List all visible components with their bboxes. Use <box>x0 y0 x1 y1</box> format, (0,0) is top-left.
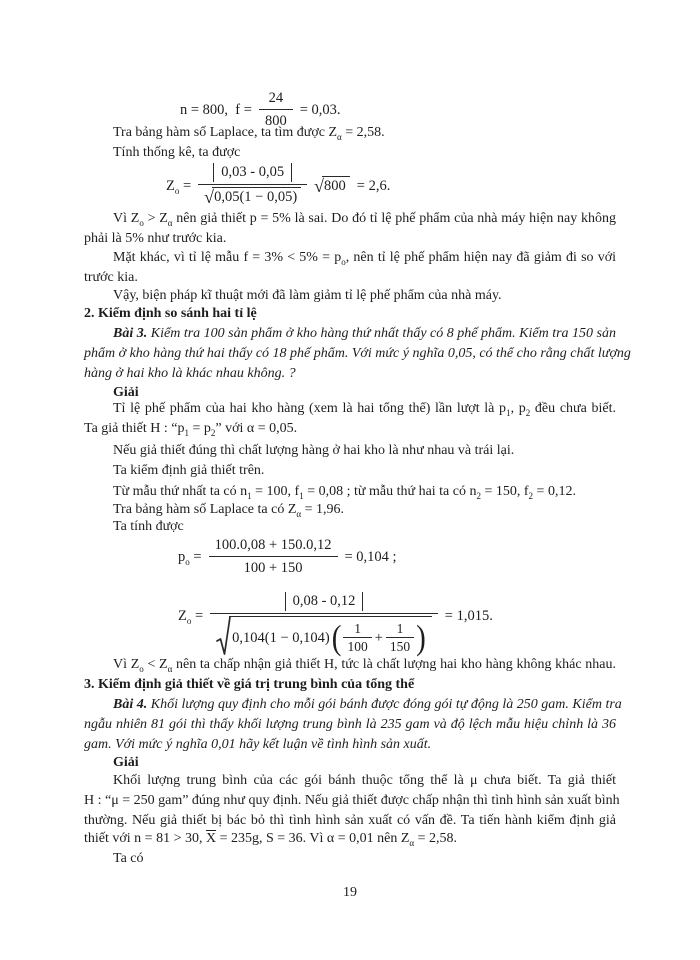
text-line: thiết với n = 81 > 30, $\overline{X} = 235g$, S = 36. Vì α = 0,01 nên $Z_\alpha = 2,58$. <box>84 831 458 848</box>
square-root: √ 0,05(1 − 0,05) <box>204 187 301 206</box>
solution-label: Giải <box>113 755 139 770</box>
formula-z-statistic-2 <box>178 592 493 661</box>
section-heading-2: 2. Kiểm định so sánh hai tỉ lệ <box>84 306 257 321</box>
formula-lead: n = 800, f = <box>180 101 252 118</box>
formula-result: = 1,015. <box>444 607 493 624</box>
text-line: Nếu giả thiết đúng thì chất lượng hàng ở hai kho là như nhau và trái lại. <box>113 443 515 458</box>
absolute-value: 0,03 - 0,05 <box>213 163 292 182</box>
text-line: Tính thống kê, ta được <box>113 145 241 160</box>
text-line: Ta giả thiết H : “$p_1 = p_2$” với α = 0,05. <box>84 421 298 438</box>
problem-3-line: Bài 3. Kiểm tra 100 sản phẩm ở kho hàng thứ nhất thấy có 8 phế phẩm. Kiểm tra 150 sản <box>113 326 617 341</box>
formula-pooled-proportion <box>178 536 397 577</box>
problem-4-line: Bài 4. Khối lượng quy định cho mỗi gói bánh được đóng gói tự động là 250 gam. Kiểm tra <box>113 697 622 712</box>
text-line: Tỉ lệ phế phẩm của hai kho hàng (xem là hai tổng thể) lần lượt là $p_1$, $p_2$ đều chưa biết. <box>113 401 617 418</box>
square-root: 0,104(1 − 0,104) ( $\frac{1}{100}$ + $\frac{1}{150}$ ) <box>216 616 432 656</box>
variable-zo: $Z_o$ = <box>166 177 192 196</box>
text-line: trước kia. <box>84 270 138 285</box>
page-number: 19 <box>343 885 357 900</box>
square-root: √ 800 <box>314 176 350 195</box>
text-line: H : “μ = 250 gam” đúng như quy định. Nếu giả thiết được chấp nhận thì tình hình sản xuất bình <box>84 793 620 808</box>
formula-result: = 0,03. <box>299 101 341 118</box>
text-line: Mặt khác, vì tỉ lệ mẫu $f = 3\% < 5\% = p_o$, nên tỉ lệ phế phẩm hiện nay đã giảm đi so với <box>113 250 616 267</box>
formula-z-statistic-1 <box>166 163 390 208</box>
text-line: Khối lượng trung bình của các gói bánh thuộc tổng thể là μ chưa biết. Ta giả thiết <box>113 773 616 788</box>
formula-result: = 0,104 ; <box>344 548 397 565</box>
solution-label: Giải <box>113 385 139 400</box>
fraction: $\frac{100.0,08 + 150.0,12}{100 + 150}$ <box>209 536 338 577</box>
fraction <box>198 163 307 208</box>
problem-3-line: hàng ở hai kho là khác nhau không. ? <box>84 366 296 381</box>
fraction: $\frac{24}{800}$ <box>259 89 293 130</box>
text-line: phải là 5% như trước kia. <box>84 231 227 246</box>
problem-3-line: phẩm ở kho hàng thứ hai thấy có 18 phế phẩm. Với mức ý nghĩa 0,05, có thể cho rằng chất lượng <box>84 346 631 361</box>
text-line: Vì $Z_o > Z_\alpha$ nên giả thiết p = 5% là sai. Do đó tỉ lệ phế phẩm của nhà máy hiện nay không <box>113 211 616 228</box>
problem-4-line: gam. Với mức ý nghĩa 0,01 hãy kết luận về tình hình sản xuất. <box>84 737 432 752</box>
problem-4-line: ngẫu nhiên 81 gói thì thấy khối lượng trung bình là 235 gam và độ lệch mẫu hiệu chỉnh là 36 <box>84 717 616 732</box>
fraction: $\frac{1}{150}$ <box>386 621 414 654</box>
text-line: Vì $Z_o < Z_\alpha$ nên ta chấp nhận giả thiết H, tức là chất lượng hai kho hàng không khác nhau. <box>113 657 616 674</box>
text-line: Ta tính được <box>113 519 184 534</box>
fraction <box>210 592 438 661</box>
text-line: Vậy, biện pháp kĩ thuật mới đã làm giảm tỉ lệ phế phẩm của nhà máy. <box>113 288 502 303</box>
text-line: Ta có <box>113 851 144 866</box>
text-line: Từ mẫu thứ nhất ta có $n_1 = 100$, $f_1 = 0,08$ ; từ mẫu thứ hai ta có $n_2 = 150$, $f_2 = 0,12$. <box>113 484 576 501</box>
section-heading-3: 3. Kiểm định giả thiết về giá trị trung bình của tổng thể <box>84 677 415 692</box>
variable-zo: $Z_o$ = <box>178 607 204 626</box>
radical-sign: √ <box>314 176 325 196</box>
absolute-value: 0,08 - 0,12 <box>285 592 364 611</box>
variable-po: $p_o$ = <box>178 548 202 567</box>
formula-result: = 2,6. <box>356 177 391 194</box>
text-line: Tra bảng hàm số Laplace, ta tìm được $Z_\alpha = 2,58$. <box>113 125 385 142</box>
text-line: Tra bảng hàm số Laplace ta có $Z_\alpha = 1,96$. <box>113 502 344 519</box>
plus-sign: + <box>374 629 383 646</box>
text-line: Ta kiểm định giả thiết trên. <box>113 463 265 478</box>
fraction: $\frac{1}{100}$ <box>343 621 371 654</box>
text-line: thường. Nếu giả thiết bị bác bỏ thì tình hình sản xuất có vấn đề. Ta tiến hành kiểm định giả <box>84 813 616 828</box>
radical-sign: √ <box>204 187 215 207</box>
